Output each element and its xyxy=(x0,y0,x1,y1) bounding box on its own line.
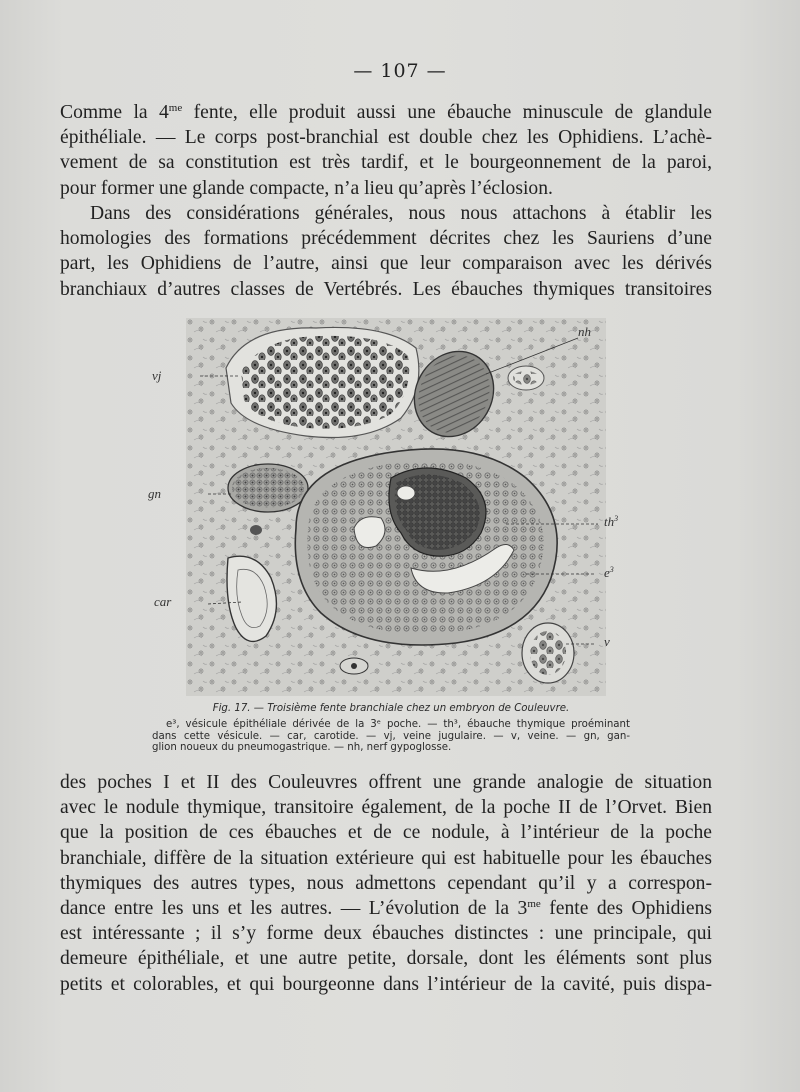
text-line: dance entre les uns et les autres. — L’évolution de la $3^{me}$ fente des Ophidiens xyxy=(60,898,712,920)
caption-line: glion noueux du pneumogastrique. — nh, nerf gypoglosse. xyxy=(152,742,452,753)
paragraph-3 xyxy=(60,770,712,997)
text-line: part, les Ophidiens de l’autre, ainsi que leur comparaison avec les dérivés xyxy=(60,253,712,275)
text-line: que la position de ces ébauches et de ce nodule, à l’intérieur de la poche xyxy=(60,822,712,844)
fig-label-v: v xyxy=(604,634,610,649)
text-line: épithéliale. — Le corps post-branchial est double chez les Ophidiens. L’achè- xyxy=(60,127,712,149)
fig-label-e3: $e^3$ xyxy=(604,565,614,580)
fig-label-th3: $th^3$ xyxy=(604,514,619,529)
paragraph-1 xyxy=(60,100,712,201)
page-number: — 107 — xyxy=(353,60,447,82)
paragraph-2 xyxy=(60,201,712,302)
figure-caption-title: Fig. 17. — Troisième fente branchiale chez un embryon de Couleuvre. xyxy=(212,703,570,714)
text-line: Comme la $4^{me}$ fente, elle produit aussi une ébauche minuscule de glandule xyxy=(60,102,712,123)
fig-label-vj: vj xyxy=(152,368,162,383)
text-line: homologies des formations précédemment décrites chez les Sauriens d’une xyxy=(60,228,712,250)
histology-figure xyxy=(186,318,606,696)
fig-label-gn: gn xyxy=(148,486,161,501)
caption-line: e³, vésicule épithéliale dérivée de la 3ᵉ poche. — th³, ébauche thymique proéminant xyxy=(166,719,630,730)
text-line: branchiale, diffère de la situation extérieure qui est habituelle pour les ébauches xyxy=(60,847,712,869)
text-line: vement de sa constitution est très tardif, et le bourgeonnement de la paroi, xyxy=(60,152,712,174)
text-line: Dans des considérations générales, nous nous attachons à établir les xyxy=(90,203,712,224)
text-line: avec le nodule thymique, transitoire également, de la poche II de l’Orvet. Bien xyxy=(60,797,712,819)
text-line: est intéressante ; il s’y forme deux ébauches distinctes : une principale, qui xyxy=(60,923,712,945)
text-line: des poches I et II des Couleuvres offrent une grande analogie de situation xyxy=(60,772,712,793)
text-line: petits et colorables, et qui bourgeonne dans l’intérieur de la cavité, puis dispa- xyxy=(60,973,712,995)
fig-label-car: car xyxy=(154,594,172,609)
text-line: demeure épithéliale, et une autre petite, dorsale, dont les éléments sont plus xyxy=(60,948,712,970)
text-line: thymiques des autres types, nous admettons cependant qu’il y a correspon- xyxy=(60,872,712,894)
text-line: pour former une glande compacte, n’a lieu qu’après l’éclosion. xyxy=(60,177,553,199)
label-nh: nh xyxy=(578,324,591,339)
figure-caption-body xyxy=(152,719,630,754)
text-line: branchiaux d’autres classes de Vertébrés. Les ébauches thymiques transitoires xyxy=(60,278,712,300)
caption-line: dans cette vésicule. — car, carotide. — vj, veine jugulaire. — v, veine. — gn, gan- xyxy=(152,730,630,742)
